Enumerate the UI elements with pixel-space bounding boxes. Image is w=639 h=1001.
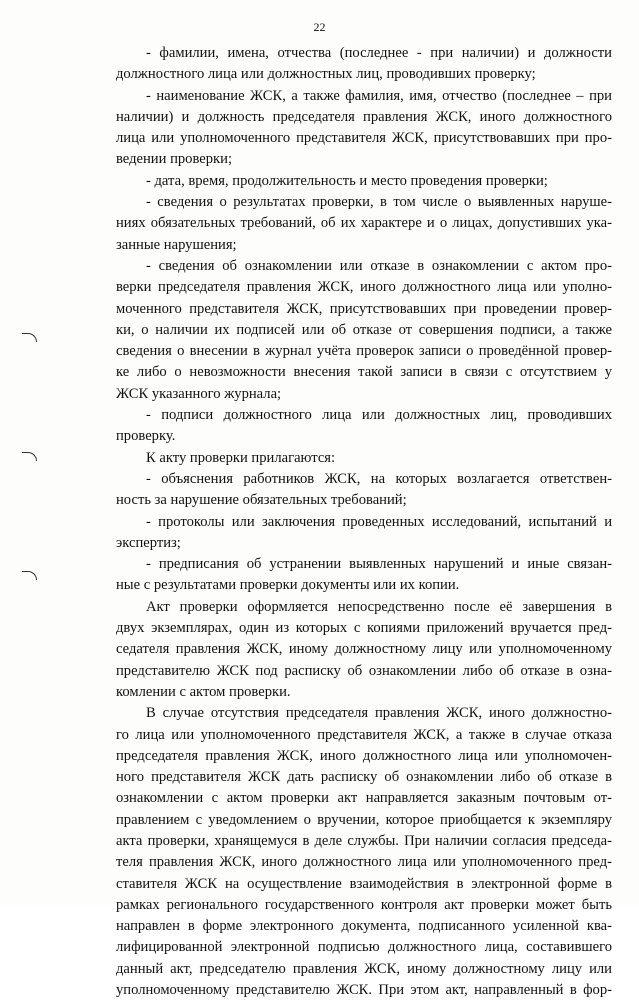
text-line: - сведения о результатах проверки, в том числе о выявленных наруше- (146, 194, 612, 211)
text-line: акта проверки, хранящемуся в деле службы. При наличии согласия председа- (116, 832, 612, 849)
text-line: представителю ЖСК под расписку об ознакомлении либо об отказе в озна- (116, 662, 612, 679)
text-line: уполномоченному представителю ЖСК. При этом акт, направленный в фор- (116, 982, 612, 999)
text-line: проверку. (116, 428, 176, 445)
text-line: правлением с уведомлением о вручении, которое приобщается к экземпляру (116, 811, 612, 828)
text-line: седателя правления ЖСК, иному должностному лицу или уполномоченному (116, 641, 612, 658)
binding-hole-mark-1 (22, 333, 37, 342)
text-line: ставителя ЖСК на осуществление взаимодействия в электронной форме в (116, 875, 612, 892)
text-line: теля правления ЖСК, иного должностного лица или уполномоченного пред- (116, 854, 612, 871)
text-line: ке либо о невозможности внесения такой записи в связи с отсутствием у (116, 364, 612, 381)
text-line: - протоколы или заключения проведенных исследований, испытаний и (146, 513, 612, 530)
text-line: лифицированной электронной подписью должностного лица, составившего (116, 939, 612, 956)
text-line: ные с результатами проверки документы или их копии. (116, 577, 460, 594)
text-line: - объяснения работников ЖСК, на которых возлагается ответствен- (146, 470, 612, 487)
text-line: ведении проверки; (116, 151, 233, 168)
text-line: ки, о наличии их подписей или об отказе от совершения подписи, а также (116, 321, 612, 338)
binding-hole-mark-2 (22, 452, 37, 461)
text-line: комлении с актом проверки. (116, 683, 291, 700)
text-line: - наименование ЖСК, а также фамилия, имя, отчество (последнее – при (146, 87, 612, 104)
text-line: - подписи должностного лица или должностных лиц, проводивших (146, 407, 612, 424)
text-line: рамках регионального государственного контроля акт проверки может быть (116, 896, 612, 913)
text-line: ниях обязательных требований, об их характере и о лицах, допустивших ука- (116, 215, 612, 232)
text-line: направлен в форме электронного документа, подписанного усиленной ква- (116, 918, 612, 935)
text-line: К акту проверки прилагаются: (146, 449, 336, 466)
text-line: лица или уполномоченного представителя ЖСК, присутствовавших при про- (116, 130, 612, 147)
binding-hole-mark-3 (22, 571, 37, 580)
text-line: - дата, время, продолжительность и место проведения проверки; (146, 172, 548, 189)
text-line: ного представителя ЖСК дать расписку об ознакомлении либо об отказе в (116, 769, 612, 786)
text-line: наличии) и должность председателя правления ЖСК, иного должностного (116, 108, 612, 125)
text-line: ознакомлении с актом проверки акт направляется заказным почтовым от- (116, 790, 612, 807)
text-line: экспертиз; (116, 534, 181, 551)
text-line: должностного лица или должностных лиц, проводивших проверку; (116, 66, 536, 83)
text-line: - сведения об ознакомлении или отказе в ознакомлении с актом про- (146, 257, 612, 274)
text-line: верки председателя правления ЖСК, иного должностного лица или уполно- (116, 279, 612, 296)
text-line: председателя правления ЖСК, иного должностного лица или уполномочен- (116, 747, 612, 764)
text-line: - фамилии, имена, отчества (последнее - при наличии) и должности (146, 45, 612, 61)
text-line: ЖСК указанного журнала; (116, 385, 282, 402)
text-line: Акт проверки оформляется непосредственно после её завершения в (146, 598, 612, 615)
document-body (116, 43, 612, 1001)
text-line: занные нарушения; (116, 236, 237, 253)
text-line: данный акт, председателю правления ЖСК, иному должностному лицу или (116, 960, 612, 977)
text-line: двух экземплярах, один из которых с копиями приложений вручается пред- (116, 620, 612, 637)
page-number: 22 (313, 20, 326, 34)
text-line: - предписания об устранении выявленных нарушений и иные связан- (146, 556, 612, 573)
text-line: го лица или уполномоченного представителя ЖСК, а также в случае отказа (116, 726, 612, 743)
text-line: ность за нарушение обязательных требований; (116, 492, 407, 509)
text-line: сведения о внесении в журнал учёта проверок записи о проведённой провер- (116, 343, 612, 360)
text-line: В случае отсутствия председателя правления ЖСК, иного должностно- (146, 705, 612, 722)
text-line: моченного представителя ЖСК, присутствовавших при проведении провер- (116, 300, 612, 317)
